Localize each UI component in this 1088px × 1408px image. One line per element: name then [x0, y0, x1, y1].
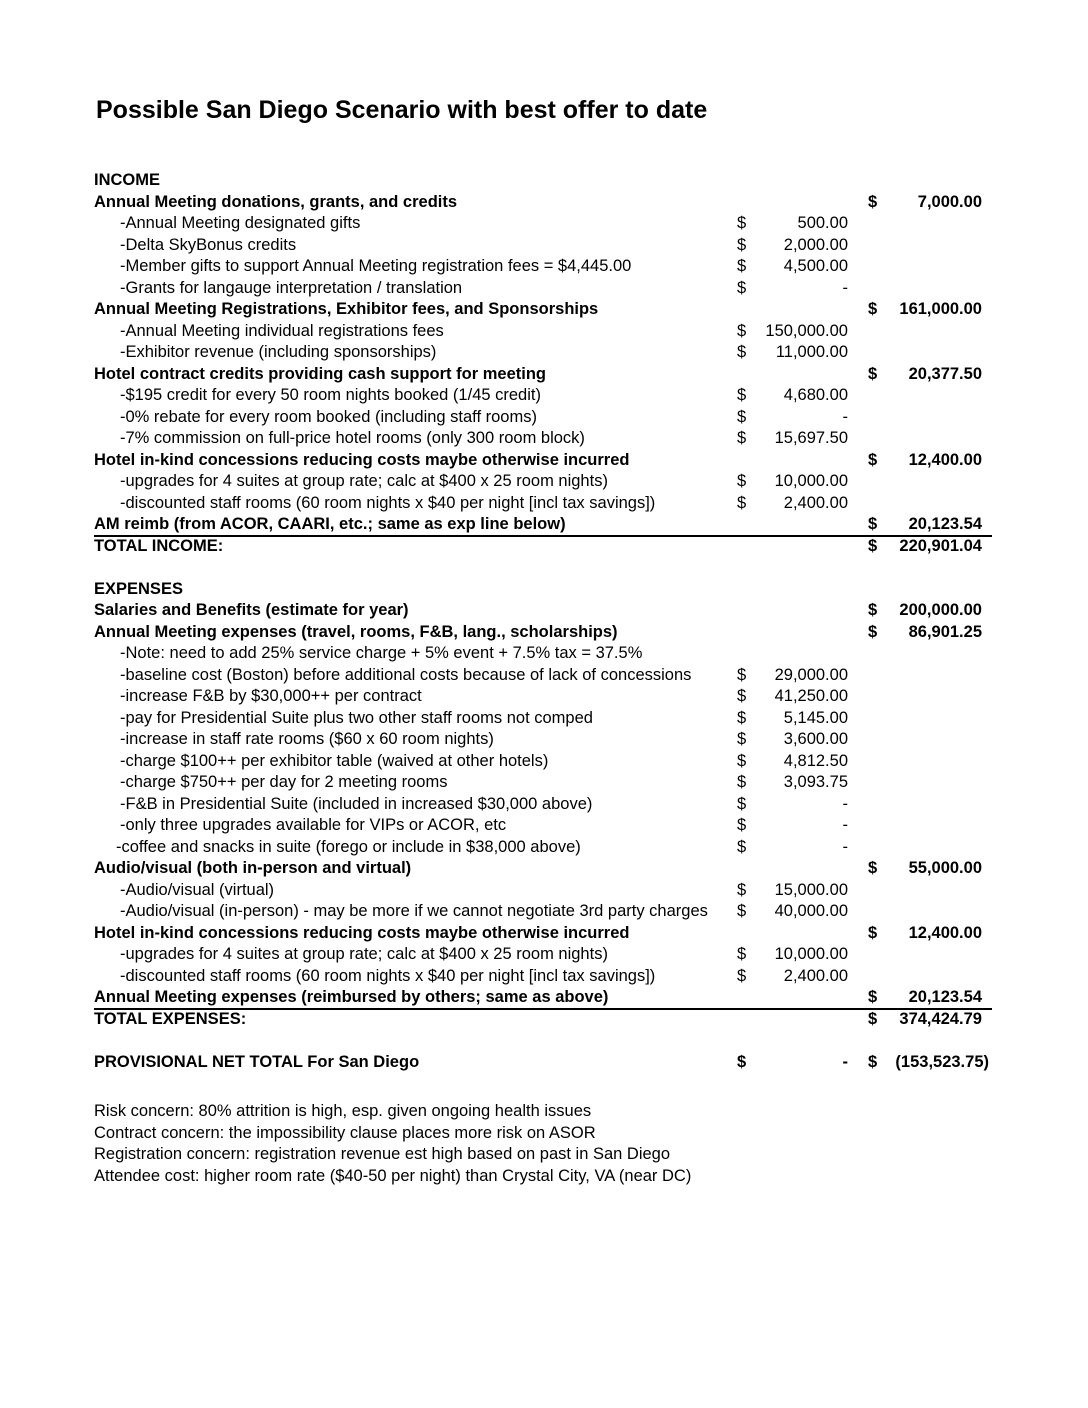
item-label: -Audio/visual (virtual): [120, 880, 275, 899]
item-value: -: [842, 407, 848, 426]
currency-symbol: $: [737, 343, 747, 361]
group-row: [0, 192, 1088, 214]
item-label: -7% commission on full-price hotel rooms (only 300 room block): [120, 429, 585, 447]
group-label: Hotel in-kind concessions reducing costs maybe otherwise incurred: [94, 450, 630, 469]
item-label: -Delta SkyBonus credits: [120, 235, 297, 254]
line-item: [0, 901, 1088, 923]
line-item: [0, 321, 1088, 343]
item-value: 40,000.00: [774, 902, 848, 920]
currency-symbol: $: [868, 300, 878, 318]
item-label: -Note: need to add 25% service charge + 5% event + 7.5% tax = 37.5%: [120, 644, 643, 662]
group-total: 20,123.54: [908, 988, 982, 1006]
item-label: -upgrades for 4 suites at group rate; calc at $400 x 25 room nights): [120, 945, 608, 963]
group-total: 12,400.00: [908, 450, 982, 469]
group-total: 161,000.00: [899, 300, 982, 318]
group-label: Annual Meeting expenses (travel, rooms, F&B, lang., scholarships): [94, 622, 618, 641]
section-header: INCOME: [94, 171, 160, 189]
spacer: [0, 1030, 1088, 1052]
item-label: -discounted staff rooms (60 room nights x $40 per night [incl tax savings]): [120, 966, 656, 985]
line-item: [0, 837, 1088, 859]
item-label: -Annual Meeting designated gifts: [120, 214, 361, 232]
currency-symbol: $: [868, 988, 878, 1006]
group-row: [0, 923, 1088, 945]
section-header: EXPENSES: [94, 579, 183, 598]
currency-symbol: $: [868, 601, 878, 619]
line-item: [0, 235, 1088, 257]
spacer: [0, 557, 1088, 579]
group-row: [0, 364, 1088, 386]
currency-symbol: $: [737, 257, 747, 275]
item-value: 4,500.00: [783, 257, 848, 275]
line-item: [0, 772, 1088, 794]
currency-symbol: $: [868, 923, 878, 942]
item-value: 10,000.00: [774, 945, 848, 963]
currency-symbol: $: [737, 708, 747, 727]
item-label: -0% rebate for every room booked (including staff rooms): [120, 407, 537, 426]
currency-symbol: $: [868, 450, 878, 469]
currency-symbol: $: [737, 880, 747, 899]
line-item: [0, 643, 1088, 665]
currency-symbol: $: [737, 966, 747, 985]
item-value: 2,000.00: [783, 235, 848, 254]
item-value: 41,250.00: [774, 687, 848, 705]
total-label: TOTAL INCOME:: [94, 536, 224, 555]
group-label: Annual Meeting Registrations, Exhibitor fees, and Sponsorships: [94, 300, 599, 318]
currency-symbol: $: [737, 1052, 747, 1071]
currency-symbol: $: [737, 902, 747, 920]
item-label: -Member gifts to support Annual Meeting registration fees = $4,445.00: [120, 257, 632, 275]
total-value: 220,901.04: [899, 536, 982, 555]
currency-symbol: $: [868, 364, 878, 383]
net-total-row: [0, 1052, 1088, 1074]
currency-symbol: $: [737, 386, 747, 404]
line-item: [0, 256, 1088, 278]
currency-symbol: $: [737, 665, 747, 684]
item-label: -F&B in Presidential Suite (included in increased $30,000 above): [120, 794, 593, 813]
currency-symbol: $: [737, 837, 747, 856]
currency-symbol: $: [737, 321, 747, 340]
currency-symbol: $: [737, 687, 747, 705]
notes-section: [94, 1101, 691, 1187]
line-item: [0, 342, 1088, 364]
currency-symbol: $: [737, 945, 747, 963]
item-value: -: [842, 837, 848, 856]
group-label: Audio/visual (both in-person and virtual): [94, 859, 412, 877]
currency-symbol: $: [737, 816, 747, 834]
item-label: -pay for Presidential Suite plus two other staff rooms not comped: [120, 708, 593, 727]
budget-table: [0, 170, 1088, 1073]
net-col1: -: [842, 1052, 848, 1071]
currency-symbol: $: [737, 407, 747, 426]
total-label: TOTAL EXPENSES:: [94, 1009, 247, 1028]
group-row: [0, 622, 1088, 644]
group-row: [0, 600, 1088, 622]
item-value: 2,400.00: [783, 966, 848, 985]
item-label: -baseline cost (Boston) before additional costs because of lack of concessions: [120, 665, 692, 684]
currency-symbol: $: [737, 493, 747, 512]
line-item: [0, 708, 1088, 730]
expenses-header: [0, 579, 1088, 601]
note-line: Attendee cost: higher room rate ($40-50 per night) than Crystal City, VA (near DC): [94, 1166, 692, 1185]
item-label: -only three upgrades available for VIPs or ACOR, etc: [120, 816, 507, 834]
currency-symbol: $: [868, 1009, 878, 1028]
group-label: Annual Meeting expenses (reimbursed by others; same as above): [94, 988, 609, 1006]
line-item: [0, 665, 1088, 687]
item-label: -$195 credit for every 50 room nights booked (1/45 credit): [120, 386, 541, 404]
group-total: 20,123.54: [908, 515, 982, 533]
line-item: [0, 407, 1088, 429]
item-value: 4,812.50: [783, 751, 848, 770]
group-total: 7,000.00: [917, 192, 982, 211]
item-label: -upgrades for 4 suites at group rate; calc at $400 x 25 room nights): [120, 472, 608, 490]
group-label: AM reimb (from ACOR, CAARI, etc.; same as exp line below): [94, 515, 566, 533]
item-value: 29,000.00: [774, 665, 848, 684]
item-label: -charge $100++ per exhibitor table (waived at other hotels): [120, 751, 549, 770]
line-item: [0, 385, 1088, 407]
item-label: -coffee and snacks in suite (forego or include in $38,000 above): [116, 837, 581, 856]
net-col2: (153,523.75): [895, 1052, 989, 1071]
item-value: 3,093.75: [783, 773, 848, 791]
note-line: Risk concern: 80% attrition is high, esp. given ongoing health issues: [94, 1102, 592, 1120]
expenses-total-row: [0, 1009, 1088, 1031]
item-value: 150,000.00: [765, 321, 848, 340]
item-label: -increase F&B by $30,000++ per contract: [120, 687, 422, 705]
group-row: [0, 450, 1088, 472]
group-row: [0, 514, 1088, 536]
line-item: [0, 729, 1088, 751]
group-row: [0, 299, 1088, 321]
line-item: [0, 213, 1088, 235]
currency-symbol: $: [737, 751, 747, 770]
item-value: -: [842, 794, 848, 813]
total-rule: [94, 1008, 992, 1010]
item-value: 500.00: [797, 214, 848, 232]
item-value: -: [842, 278, 848, 297]
currency-symbol: $: [868, 622, 878, 641]
item-value: 15,697.50: [774, 429, 848, 447]
page-title: Possible San Diego Scenario with best offer to date: [96, 96, 708, 124]
line-item: [0, 966, 1088, 988]
item-value: 2,400.00: [783, 493, 848, 512]
currency-symbol: $: [737, 278, 747, 297]
currency-symbol: $: [737, 794, 747, 813]
line-item: [0, 278, 1088, 300]
item-value: 4,680.00: [783, 386, 848, 404]
income-header: [0, 170, 1088, 192]
line-item: [0, 944, 1088, 966]
currency-symbol: $: [868, 859, 878, 877]
currency-symbol: $: [868, 192, 878, 211]
group-total: 55,000.00: [908, 859, 982, 877]
item-label: -Annual Meeting individual registrations fees: [120, 321, 444, 340]
group-total: 20,377.50: [908, 364, 982, 383]
item-label: -increase in staff rate rooms ($60 x 60 room nights): [120, 730, 494, 748]
line-item: [0, 471, 1088, 493]
total-rule: [94, 535, 992, 537]
line-item: [0, 493, 1088, 515]
line-item: [0, 794, 1088, 816]
line-item: [0, 880, 1088, 902]
currency-symbol: $: [868, 536, 878, 555]
line-item: [0, 751, 1088, 773]
item-value: 10,000.00: [774, 472, 848, 490]
item-label: -Grants for langauge interpretation / translation: [120, 278, 463, 297]
item-value: 5,145.00: [783, 708, 848, 727]
item-label: -charge $750++ per day for 2 meeting rooms: [120, 773, 448, 791]
note-line: Contract concern: the impossibility clause places more risk on ASOR: [94, 1123, 596, 1142]
item-value: 15,000.00: [774, 880, 848, 899]
group-label: Annual Meeting donations, grants, and credits: [94, 192, 458, 211]
item-value: 11,000.00: [775, 343, 848, 361]
line-item: [0, 815, 1088, 837]
income-total-row: [0, 536, 1088, 558]
group-label: Salaries and Benefits (estimate for year): [94, 601, 409, 619]
currency-symbol: $: [868, 1052, 878, 1071]
currency-symbol: $: [868, 515, 878, 533]
item-value: -: [842, 816, 848, 834]
group-label: Hotel contract credits providing cash support for meeting: [94, 364, 546, 383]
note-line: Registration concern: registration revenue est high based on past in San Diego: [94, 1145, 671, 1163]
net-label: PROVISIONAL NET TOTAL For San Diego: [94, 1052, 420, 1071]
line-item: [0, 428, 1088, 450]
item-label: -Audio/visual (in-person) - may be more if we cannot negotiate 3rd party charges: [120, 902, 708, 920]
group-total: 86,901.25: [908, 622, 982, 641]
group-total: 200,000.00: [899, 601, 982, 619]
total-value: 374,424.79: [899, 1009, 982, 1028]
group-row: [0, 858, 1088, 880]
group-row: [0, 987, 1088, 1009]
currency-symbol: $: [737, 773, 747, 791]
currency-symbol: $: [737, 730, 747, 748]
group-total: 12,400.00: [908, 923, 982, 942]
currency-symbol: $: [737, 214, 747, 232]
currency-symbol: $: [737, 429, 747, 447]
currency-symbol: $: [737, 235, 747, 254]
currency-symbol: $: [737, 472, 747, 490]
item-value: 3,600.00: [783, 730, 848, 748]
line-item: [0, 686, 1088, 708]
group-label: Hotel in-kind concessions reducing costs maybe otherwise incurred: [94, 923, 630, 942]
item-label: -discounted staff rooms (60 room nights x $40 per night [incl tax savings]): [120, 493, 656, 512]
item-label: -Exhibitor revenue (including sponsorships): [120, 343, 437, 361]
